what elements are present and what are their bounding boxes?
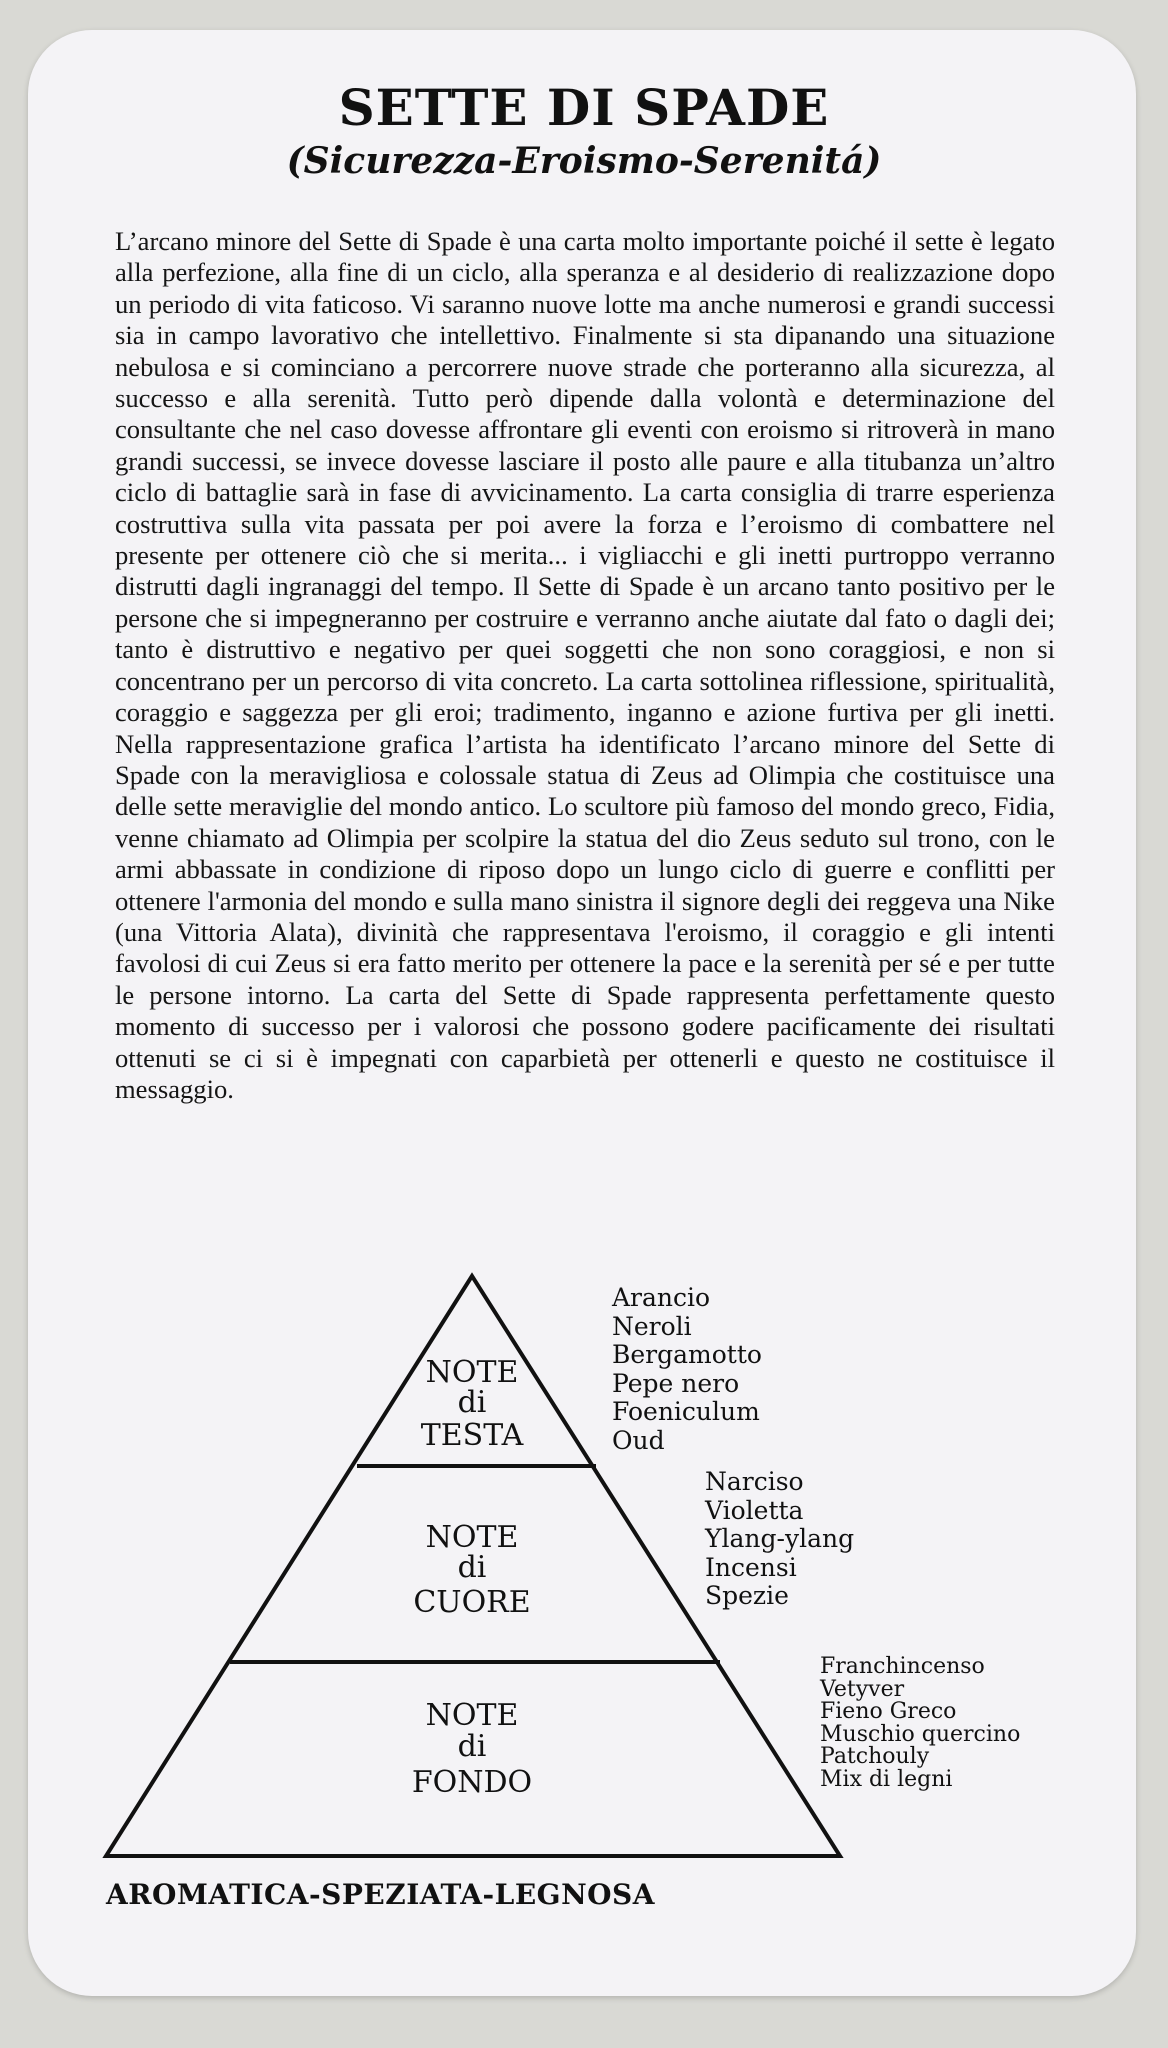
top-note-item: Oud <box>612 1425 665 1455</box>
base-tier-label-line3: FONDO <box>411 1765 533 1800</box>
top-note-item: Bergamotto <box>612 1340 762 1370</box>
heart-note-item: Violetta <box>705 1495 804 1525</box>
top-notes-list <box>612 1284 762 1456</box>
base-note-item: Mix di legni <box>820 1766 953 1792</box>
card-title: SETTE DI SPADE <box>338 78 830 137</box>
base-note-item: Vetyver <box>820 1676 905 1702</box>
card-description: L’arcano minore del Sette di Spade è una carta molto importante poiché il sette è legato alla perfezione, alla fine di un ciclo, alla speranza e al desiderio di realizzazione dopo un periodo di vita faticoso. Vi saranno nuove lotte ma anche numerosi e grandi successi sia in campo lavorativo che intellettivo. Finalmente si sta dipanando una situazione nebulosa e si cominciano a percorrere nuove strade che porteranno alla sicurezza, al successo e alla serenità. Tutto però dipende dalla volontà e determinazione del consultante che nel caso dovesse affrontare gli eventi con eroismo si ritroverà in mano grandi successi, se invece dovesse lasciare il posto alle paure e alla titubanza un’altro ciclo di battaglie sarà in fase di avvicinamento. La carta consiglia di trarre esperienza costruttiva sulla vita passata per poi avere la forza e l’eroismo di combattere nel presente per ottenere ciò che si merita... i vigliacchi e gli inetti purtroppo verranno distrutti dagli ingranaggi del tempo. Il Sette di Spade è un arcano tanto positivo per le persone che si impegneranno per costruire e verranno anche aiutate dal fato o dagli dei; tanto è distruttivo e negativo per quei soggetti che non sono coraggiosi, e non si concentrano per un percorso di vita concreto. La carta sottolinea riflessione, spiritualità, coraggio e saggezza per gli eroi; tradimento, inganno e azione furtiva per gli inetti. Nella rappresentazione grafica l’artista ha identificato l’arcano minore del Sette di Spade con la meravigliosa e colossale statua di Zeus ad Olimpia che costituisce una delle sette meraviglie del mondo antico. Lo scultore più famoso del mondo greco, Fidia, venne chiamato ad Olimpia per scolpire la statua del dio Zeus seduto sul trono, con le armi abbassate in condizione di riposo dopo un lungo ciclo di guerre e conflitti per ottenere l'armonia del mondo e sulla mano sinistra il signore degli dei reggeva una Nike (una Vittoria Alata), divinità che rappresentava l'eroismo, il coraggio e gli intenti favolosi di cui Zeus si era fatto merito per ottenere la pace e la serenità per sé e per tutte le persone intorno. La carta del Sette di Spade rappresenta perfettamente questo momento di successo per i valorosi che possono godere pacificamente dei risultati ottenuti se ci si è impegnati con caparbietà per ottenerli e questo ne costituisce il messaggio. <box>115 226 1055 1104</box>
card-subtitle: (Sicurezza-Eroismo-Serenitá) <box>286 140 882 182</box>
heart-note-item: Spezie <box>705 1581 789 1611</box>
base-notes-list <box>820 1656 1020 1791</box>
top-note-item: Arancio <box>612 1283 711 1312</box>
base-tier-label-line1: NOTE <box>425 1698 519 1733</box>
top-tier-label-line2: di <box>457 1385 487 1420</box>
middle-tier-label-line1: NOTE <box>425 1520 519 1555</box>
top-tier-label-line1: NOTE <box>425 1355 519 1390</box>
base-note-item: Franchincenso <box>820 1654 985 1679</box>
heart-note-item: Incensi <box>705 1552 797 1582</box>
top-note-item: Foeniculum <box>612 1397 760 1427</box>
base-tier-label-line2: di <box>457 1729 487 1764</box>
base-note-item: Fieno Greco <box>820 1699 957 1724</box>
middle-tier-label-line2: di <box>457 1550 487 1585</box>
middle-tier-label-line3: CUORE <box>413 1585 531 1620</box>
base-note-item: Muschio quercino <box>820 1721 1021 1747</box>
heart-note-item: Ylang-ylang <box>705 1524 855 1554</box>
heart-note-item: Narciso <box>705 1467 804 1496</box>
top-note-item: Neroli <box>612 1311 692 1341</box>
base-note-item: Patchouly <box>820 1744 930 1769</box>
top-tier-label-line3: TESTA <box>420 1418 524 1453</box>
fragrance-family: AROMATICA-SPEZIATA-LEGNOSA <box>106 1878 656 1911</box>
top-note-item: Pepe nero <box>612 1368 740 1398</box>
heart-notes-list <box>705 1468 854 1611</box>
